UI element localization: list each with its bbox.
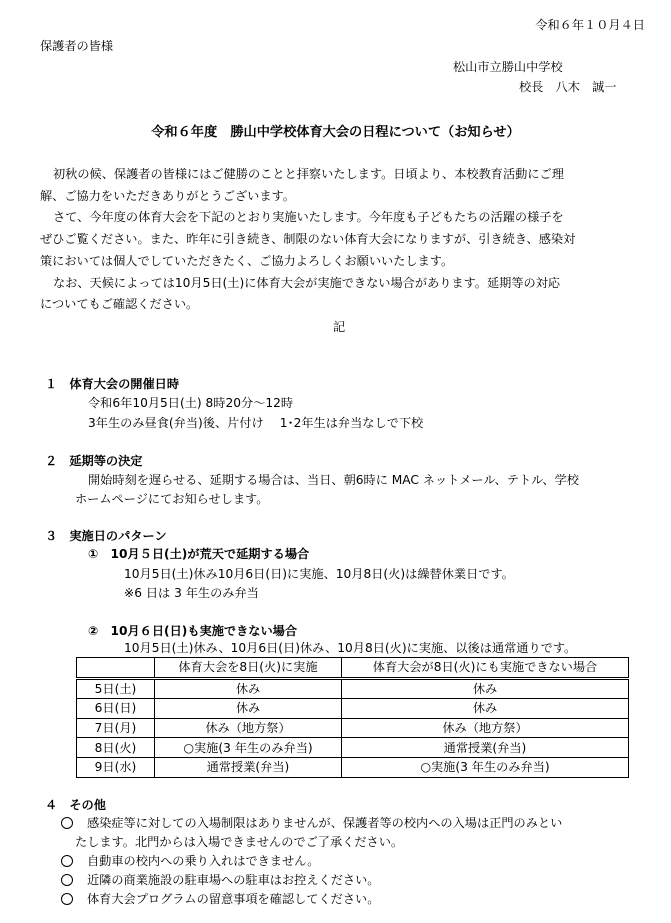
- other-item-continuation: たします。北門からは入場できませんのでご了承ください。: [75, 835, 404, 849]
- section-4-heading: ４ その他: [45, 798, 106, 812]
- circle-bullet-icon: [61, 855, 73, 867]
- table-header-cell: [77, 658, 155, 679]
- pattern-2-line: 10月5日(土)休み、10月6日(日)休み、10月8日(火)に実施、以後は通常通りです。: [124, 641, 577, 655]
- intro-line: さて、今年度の体育大会を下記のとおり実施いたします。今年度も子どもたちの活躍の様子を: [53, 210, 564, 225]
- section-2-heading: ２ 延期等の決定: [45, 454, 143, 468]
- table-cell-day: 6日(日): [77, 699, 155, 719]
- table-row: [77, 738, 629, 758]
- table-row: [77, 678, 629, 699]
- table-cell-day: 5日(土): [77, 678, 155, 699]
- intro-line: 初秋の候、保護者の皆様にはご健勝のことと拝察いたします。日頃より、本校教育活動にご理: [53, 167, 564, 181]
- table-header-cell: 体育大会が8日(火)にも実施できない場合: [342, 658, 629, 679]
- table-cell: 通常授業(弁当): [155, 757, 342, 777]
- table-header-cell: 体育大会を8日(火)に実施: [155, 658, 342, 679]
- section-1-heading: １ 体育大会の開催日時: [45, 377, 180, 391]
- table-cell: 休み: [155, 678, 342, 699]
- recipient: 保護者の皆様: [40, 39, 114, 53]
- table-cell: ○実施(3 年生のみ弁当): [155, 738, 342, 758]
- other-item: 感染症等に対しての入場制限はありませんが、保護者等の校内への入場は正門のみとい: [87, 816, 563, 830]
- document-title: 令和６年度 勝山中学校体育大会の日程について（お知らせ）: [151, 125, 520, 140]
- pattern-1-note: ※6 日は 3 年生のみ弁当: [124, 586, 259, 600]
- circle-bullet-icon: [61, 817, 73, 829]
- intro-line: なお、天候によっては10月5日(土)に体育大会が実施できない場合があります。延期等の対応: [53, 275, 561, 290]
- other-item: 体育大会プログラムの留意事項を確認してください。: [87, 892, 380, 906]
- pattern-1-heading: ① 10月５日(土)が荒天で延期する場合: [88, 547, 310, 561]
- section-2-line: 開始時刻を遅らせる、延期する場合は、当日、朝6時に MAC ネットメール、テトル、学校: [88, 473, 579, 487]
- table-header-row: [77, 658, 629, 679]
- sender-principal: 校長 八木 誠一: [519, 80, 617, 94]
- other-item: 近隣の商業施設の駐車場への駐車はお控えください。: [87, 873, 380, 887]
- intro-line: 策においては個人でしていただきたく、ご協力よろしくお願いいたします。: [40, 253, 454, 268]
- section-2-line: ホームページにてお知らせします。: [75, 492, 269, 506]
- table-cell-day: 9日(水): [77, 757, 155, 777]
- table-row: [77, 757, 629, 777]
- table-cell: 休み（地方祭）: [342, 718, 629, 738]
- sender-school: 松山市立勝山中学校: [453, 60, 563, 74]
- table-cell: 通常授業(弁当): [342, 738, 629, 758]
- section-3-heading: ３ 実施日のパターン: [45, 529, 167, 543]
- intro-line: についてもご確認ください。: [40, 297, 199, 312]
- table-cell-day: 7日(月): [77, 718, 155, 738]
- table-cell: ○実施(3 年生のみ弁当): [342, 757, 629, 777]
- document-date: 令和６年１０月４日: [535, 18, 645, 32]
- section-1-line: 3年生のみ昼食(弁当)後、片付け 1･2年生は弁当なしで下校: [88, 416, 424, 430]
- table-row: [77, 699, 629, 719]
- circle-bullet-icon: [61, 874, 73, 886]
- intro-line: ぜひご覧ください。また、昨年に引き続き、制限のない体育大会になりますが、引き続き、感染対: [40, 232, 576, 247]
- other-item: 自動車の校内への乗り入れはできません。: [87, 854, 320, 868]
- table-cell-day: 8日(火): [77, 738, 155, 758]
- schedule-table: [76, 657, 629, 778]
- table-cell: 休み: [342, 699, 629, 719]
- table-cell: 休み: [155, 699, 342, 719]
- table-cell: 休み: [342, 678, 629, 699]
- section-1-line: 令和6年10月5日(土) 8時20分～12時: [88, 396, 294, 410]
- table-cell: 休み（地方祭）: [155, 718, 342, 738]
- pattern-1-line: 10月5日(土)休み10月6日(日)に実施、10月8日(火)は繰替休業日です。: [124, 567, 514, 581]
- pattern-2-heading: ② 10月６日(日)も実施できない場合: [88, 624, 298, 638]
- circle-bullet-icon: [61, 893, 73, 905]
- ki-mark: 記: [333, 320, 346, 334]
- table-row: [77, 718, 629, 738]
- intro-line: 解、ご協力をいただきありがとうございます。: [40, 188, 295, 203]
- intro-paragraph: [40, 164, 655, 316]
